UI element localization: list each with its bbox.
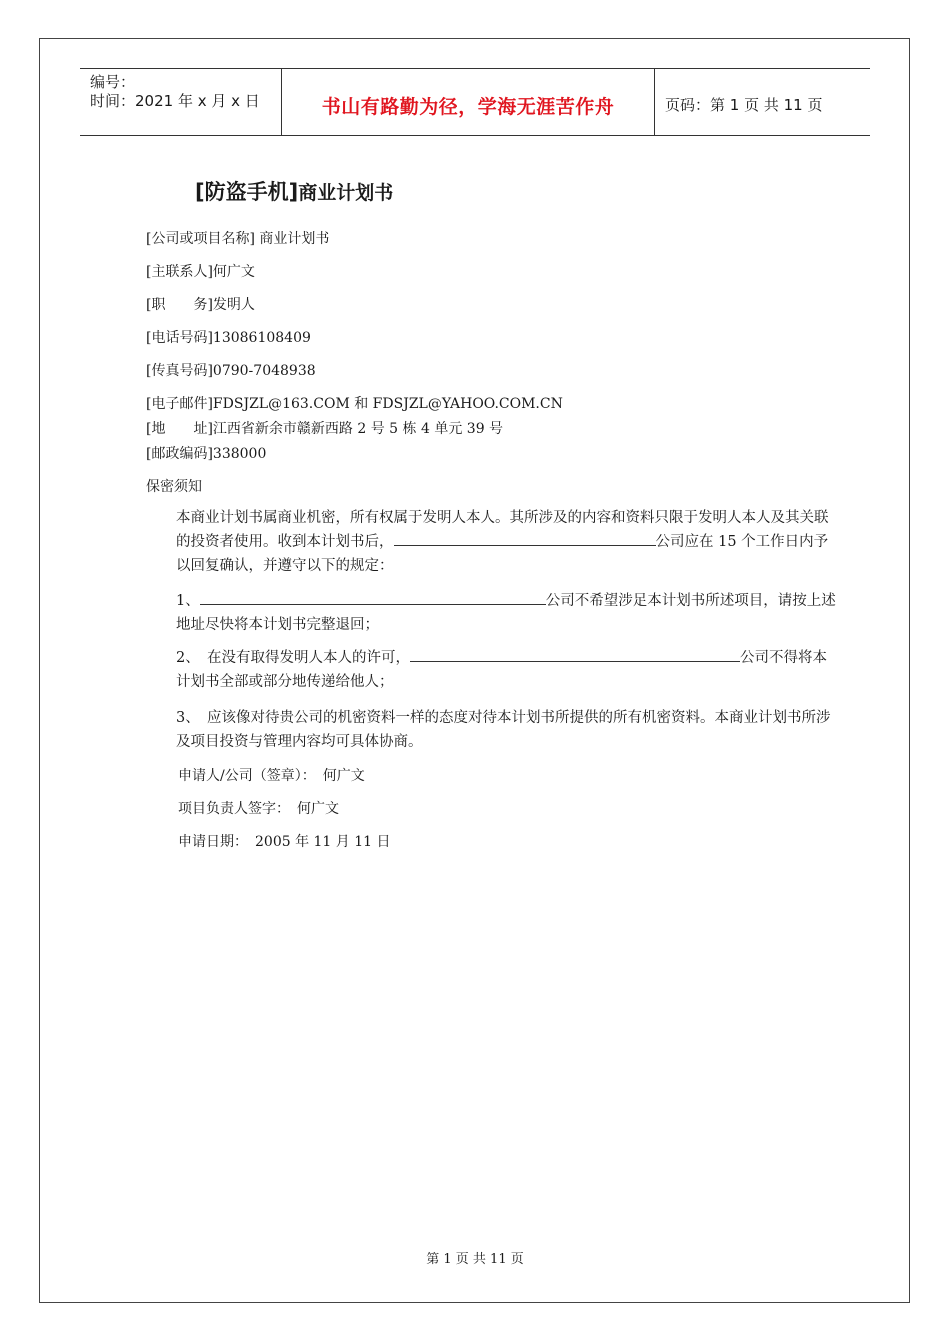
header-page-cell (655, 69, 870, 135)
company-line: [公司或项目名称] 商业计划书 (146, 231, 330, 247)
email-line: [电子邮件]FDSJZL@163.COM 和 FDSJZL@YAHOO.COM.CN (146, 396, 563, 412)
paragraph-4: 3、 应该像对待贵公司的机密资料一样的态度对待本计划书所提供的所有机密资料。本商业计划书所涉及项目投资与管理内容均可具体协商。 (176, 710, 831, 750)
address-line: [地 址]江西省新余市赣新西路 2 号 5 栋 4 单元 39 号 (146, 421, 504, 437)
leader-line: 项目负责人签字： 何广文 (178, 801, 339, 817)
document-title (195, 176, 393, 206)
blank-field-3 (410, 647, 740, 662)
header-table (80, 68, 870, 136)
p1-text-b: 公司应在 15 个工作日内予以回复确认，并遵守以下的规定： (176, 534, 829, 574)
header-meta (80, 69, 282, 135)
p1-text-a: 本商业计划书属商业机密，所有权属于发明人本人。其所涉及的内容和资料只限于发明人本人及其关联的投资者使用。收到本计划书后， (176, 510, 829, 550)
p2-text-b: 公司不希望涉足本计划书所述项目，请按上述地址尽快将本计划书完整退回； (176, 593, 836, 633)
blank-field-2 (200, 590, 546, 605)
p3-text-a: 2、 在没有取得发明人本人的许可， (176, 650, 410, 666)
paragraph-2 (146, 589, 838, 637)
header-motto-cell (282, 69, 655, 135)
p3-text-b: 公司不得将本计划书全部或部分地传递给他人； (176, 650, 827, 690)
page-label: 页码：第 1 页 共 11 页 (665, 95, 823, 114)
paragraph-3 (146, 646, 838, 694)
p2-text-a: 1、 (176, 593, 200, 609)
motto-text: 书山有路勤为径，学海无涯苦作舟 (321, 95, 615, 118)
blank-field-1 (394, 531, 656, 546)
paragraph-1 (146, 506, 838, 578)
date-line: 申请日期： 2005 年 11 月 11 日 (178, 834, 391, 850)
postcode-line: [邮政编码]338000 (146, 446, 267, 462)
contact-line: [主联系人]何广文 (146, 264, 255, 280)
confidential-heading: 保密须知 (146, 479, 202, 495)
page-footer: 第 1 页 共 11 页 (426, 1252, 524, 1267)
number-label: 编号： (90, 73, 136, 91)
title-main: 商业计划书 (298, 182, 394, 204)
phone-line: [电话号码]13086108409 (146, 330, 311, 346)
time-label: 时间：2021 年 x 月 x 日 (90, 92, 260, 110)
position-line: [职 务]发明人 (146, 297, 255, 313)
title-bracket: [防盗手机] (195, 180, 299, 204)
fax-line: [传真号码]0790-7048938 (146, 363, 316, 379)
applicant-line: 申请人/公司（签章）： 何广文 (178, 768, 365, 784)
